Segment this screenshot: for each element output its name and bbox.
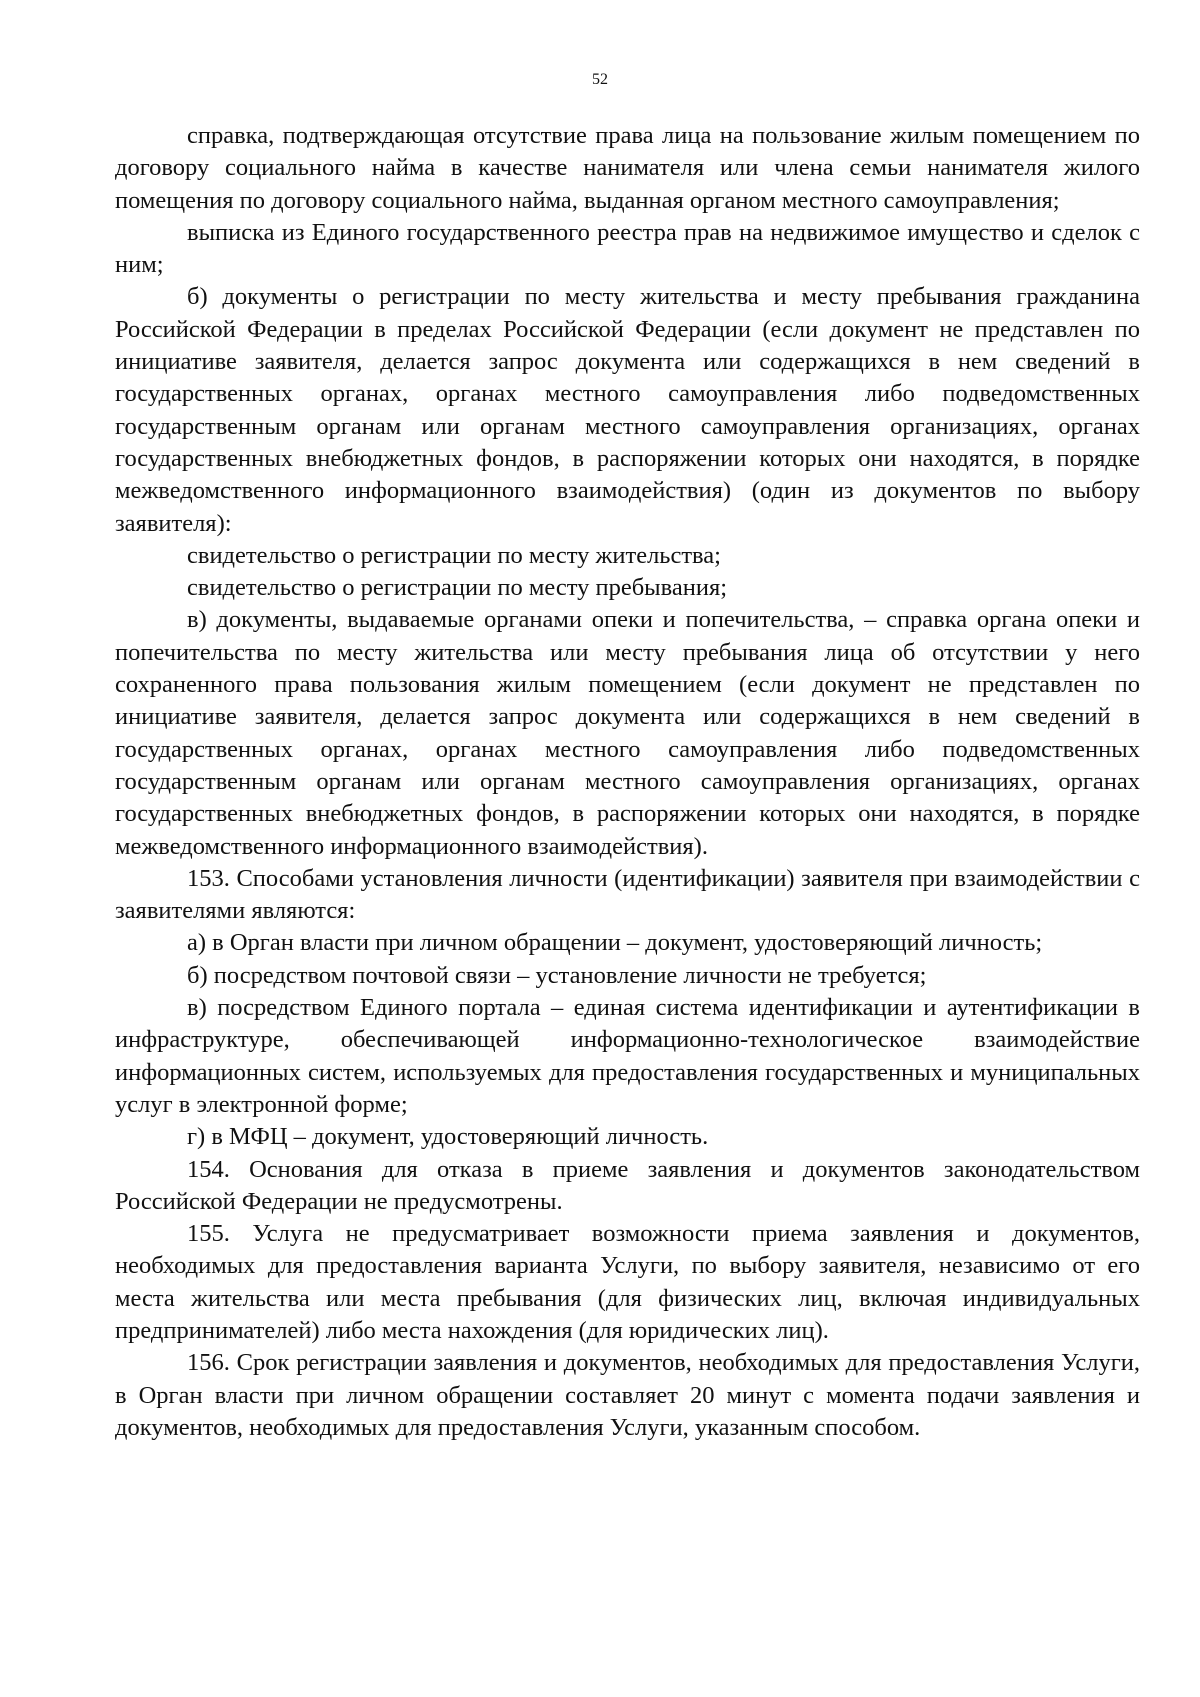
paragraph-155-extraterritorial: 155. Услуга не предусматривает возможности приема заявления и документов, необходимых для предоставления варианта Услуги, по выбору заявителя, независимо от его места жительства или места пребывания (для физических лиц, включая индивидуальных предпринимателей) либо места нахождения (для юридических лиц). (115, 1220, 1140, 1344)
paragraph-registry-extract: выписка из Единого государственного реестра прав на недвижимое имущество и сделок с ним; (115, 218, 1140, 279)
paragraph-stay-certificate: свидетельство о регистрации по месту пребывания; (187, 574, 728, 602)
paragraph-v-guardianship-documents: в) документы, выдаваемые органами опеки и попечительства, – справка органа опеки и попечительства по месту жительства или месту пребывания лица об отсутствии у него сохраненного права пользования жилым помещением (если документ не представлен по инициативе заявителя, делается запрос документа или содержащихся в нем сведений в государственных органах, органах местного самоуправления либо подведомственных государственным органам или органам местного самоуправления организациях, органах государственных внебюджетных фондов, в распоряжении которых они находятся, в порядке межведомственного информационного взаимодействия). (115, 606, 1140, 860)
paragraph-certificate-no-right: справка, подтверждающая отсутствие права лица на пользование жилым помещением по договору социального найма в качестве нанимателя или члена семьи нанимателя жилого помещения по договору социального найма, выданная органом местного самоуправления; (115, 122, 1140, 214)
page-number: 52 (592, 71, 608, 88)
paragraph-156-registration-term: 156. Срок регистрации заявления и документов, необходимых для предоставления Услуги, в Орган власти при личном обращении составляет 20 минут с момента подачи заявления и документов, необходимых для предоставления Услуги, указанным способом. (115, 1349, 1140, 1441)
paragraph-b-postal: б) посредством почтовой связи – установление личности не требуется; (187, 961, 927, 989)
paragraph-153-identification-methods: 153. Способами установления личности (идентификации) заявителя при взаимодействии с заявителями являются: (115, 864, 1140, 925)
paragraph-v-unified-portal: в) посредством Единого портала – единая система идентификации и аутентификации в инфраструктуре, обеспечивающей информационно-технологическое взаимодействие информационных систем, используемых для предоставления государственных и муниципальных услуг в электронной форме; (115, 994, 1140, 1118)
paragraph-154-refusal-grounds: 154. Основания для отказа в приеме заявления и документов законодательством Российской Федерации не предусмотрены. (115, 1155, 1140, 1215)
paragraph-b-registration-documents: б) документы о регистрации по месту жительства и месту пребывания гражданина Российской Федерации в пределах Российской Федерации (если документ не представлен по инициативе заявителя, делается запрос документа или содержащихся в нем сведений в государственных органах, органах местного самоуправления либо подведомственных государственным органам или органам местного самоуправления организациях, органах государственных внебюджетных фондов, в распоряжении которых они находятся, в порядке межведомственного информационного взаимодействия) (один из документов по выбору заявителя): (115, 283, 1140, 537)
paragraph-a-personal-visit: а) в Орган власти при личном обращении – документ, удостоверяющий личность; (187, 929, 1043, 957)
document-body (115, 120, 1140, 1444)
paragraph-g-mfc: г) в МФЦ – документ, удостоверяющий личность. (187, 1123, 709, 1151)
paragraph-residence-certificate: свидетельство о регистрации по месту жительства; (187, 541, 721, 569)
